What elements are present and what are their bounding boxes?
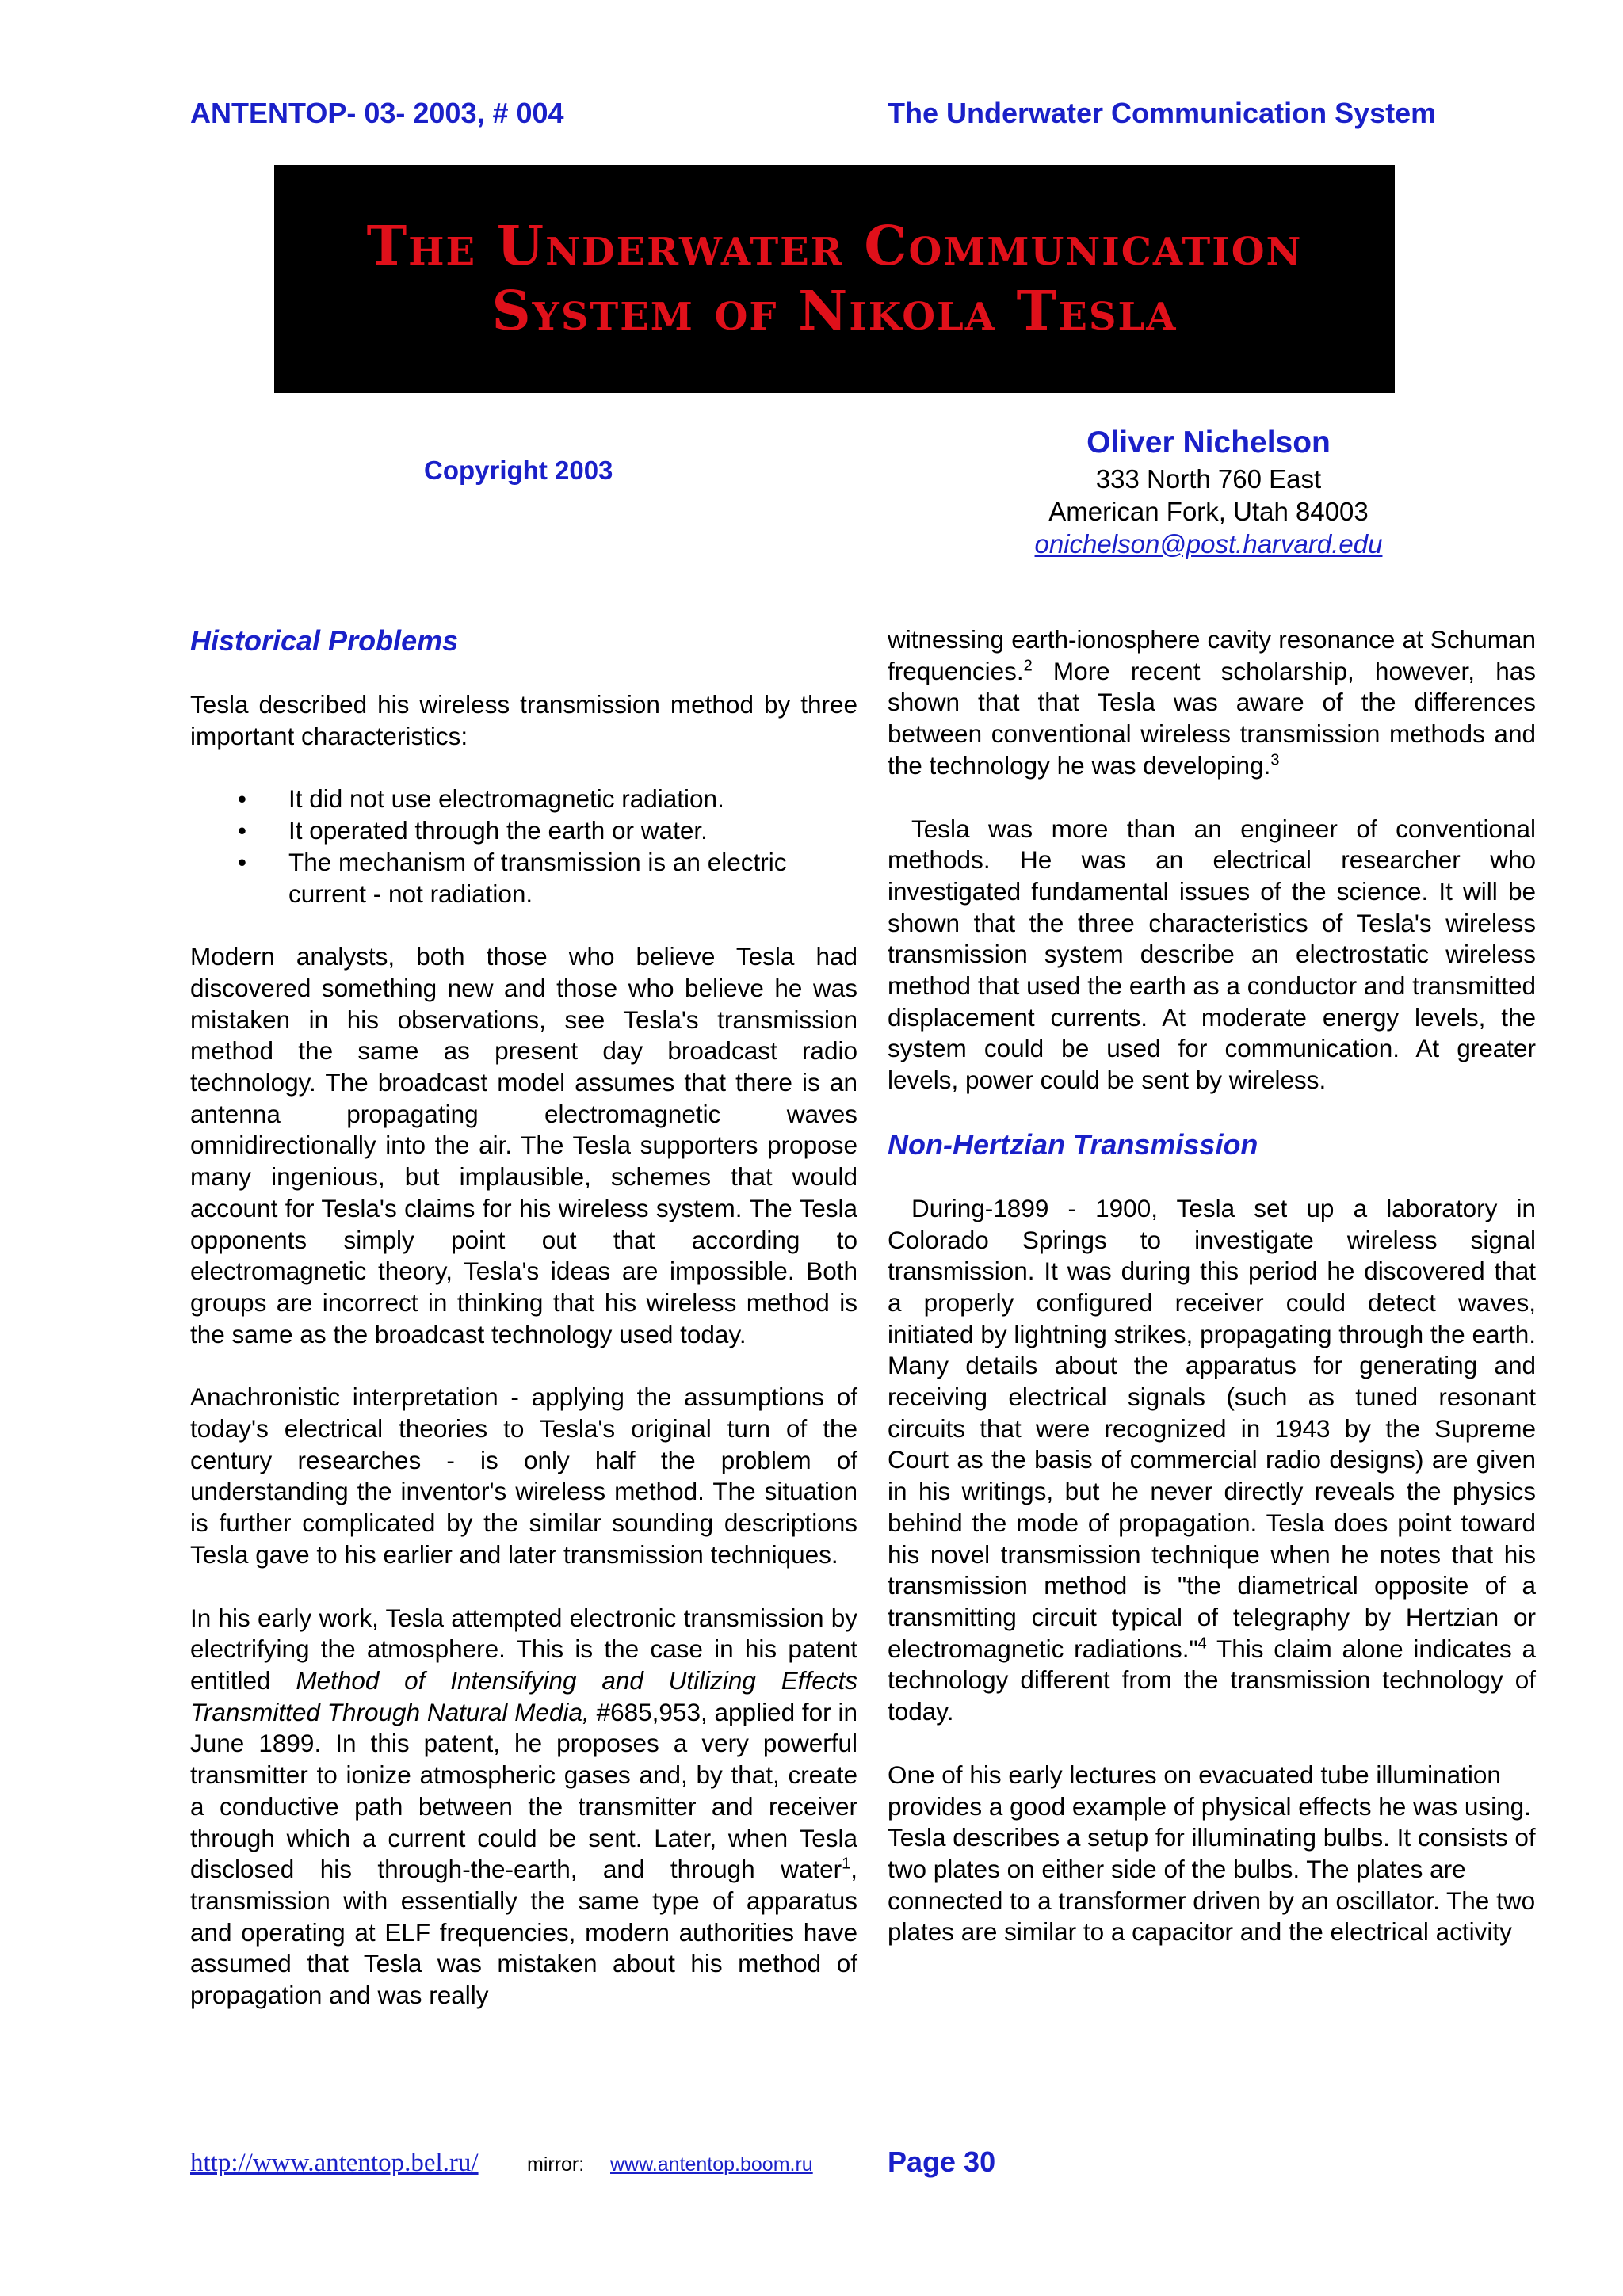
author-name: Oliver Nichelson [1086,425,1331,460]
page-footer [190,2145,1537,2185]
paragraph-early-work [190,1603,857,2012]
characteristics-list [190,784,857,910]
paragraph-continued [888,624,1536,782]
paragraph-engineer: Tesla was more than an engineer of conventional methods. He was an electrical researcher who investigated fundamental issues of the science. It will be shown that the three characteristics of Tesla's wireless transmission system describe an electrostatic wireless method that used the earth as a conductor and transmitted displacement currents. At moderate energy levels, the system could be used for communication. At greater levels, power could be sent by wireless. [888,814,1536,1095]
footnote-ref-4: 4 [1197,1634,1207,1653]
text-run: , transmission with essentially the same type of apparatus and operating at ELF frequencies, modern authorities have assumed that Tesla was mistaken about his method of propagation and was really [190,1855,857,2010]
text-run: witnessing earth-ionosphere cavity resonance at Schuman frequencies. [888,625,1536,685]
list-item: • The mechanism of transmission is an electric current - not radiation. [190,847,857,910]
paragraph-colorado-springs [888,1193,1536,1728]
paragraph-anachronistic: Anachronistic interpretation - applying the assumptions of today's electrical theories to Tesla's original turn of the century researches - is only half the problem of understanding the inventor's wireless method. The situation is further complicated by the similar sounding descriptions Tesla gave to his earlier and later transmission techniques. [190,1383,857,1569]
list-item: • It operated through the earth or water. [190,815,857,847]
footnote-ref-2: 2 [1023,657,1033,675]
page-number: Page 30 [888,2145,996,2178]
paragraph-evacuated-tube: One of his early lectures on evacuated tube illumination provides a good example of physical effects he was using. Tesla describes a setup for illuminating bulbs. It consists of two plates on either side of the bulbs. The plates are connected to a transformer driven by an oscillator. The two plates are similar to a capacitor and the electrical activity [888,1760,1536,1947]
header-issue-label: ANTENTOP- 03- 2003, # 004 [190,97,564,129]
header-article-label: The Underwater Communication System [888,97,1437,129]
left-column [190,624,857,2012]
text-run: During-1899 - 1900, Tesla set up a laboratory in Colorado Springs to investigate wireless signal transmission. It was during this period he discovered that a properly configured receiver could detect waves, initiated by lightning strikes, propagating through the earth. Many details about the apparatus for generating and receiving electrical signals (such as tuned resonant circuits that were recognized in 1943 by the Supreme Court as the basis of commercial radio designs) are given in his writings, but he never directly reveals the physics behind the mode of propagation. Tesla does point toward his novel transmission technique when he notes that his transmission method is "the diametrical opposite of a transmitting circuit typical of telegraphy by Hertzian or electromagnetic radiations." [888,1193,1536,1663]
title-banner [274,165,1395,393]
footer-mirror-label: mirror: [527,2153,585,2176]
paragraph-modern-analysts: Modern analysts, both those who believe Tesla had discovered something new and those who believe he was mistaken in his observations, see Tesla's transmission method the same as present day broadcast radio technology. The broadcast model assumes that there is an antenna propagating electromagnetic waves omnidirectionally into the air. The Tesla supporters propose many ingenious, but implausible, schemes that would account for Tesla's claims for his wireless system. The Tesla opponents simply point out that according to electromagnetic theory, Tesla's ideas are impossible. Both groups are incorrect in thinking that his wireless method is the same as the broadcast technology used today. [190,942,857,1348]
banner-title-line-2: System of Nikola Tesla [491,280,1178,343]
author-address-line-1: 333 North 760 East [1095,464,1322,494]
author-address-line-2: American Fork, Utah 84003 [1048,497,1369,526]
text-run: In his early work, Tesla attempted electronic transmission by electrifying the atmosphere. This is the case in his patent entitled [190,1603,857,1695]
footnote-ref-1: 1 [842,1855,851,1873]
author-email-link[interactable]: onichelson@post.harvard.edu [1034,529,1383,559]
text-run: More recent scholarship, however, has shown that that Tesla was aware of the differences between conventional wireless transmission methods and the technology he was developing. [888,656,1536,780]
author-block [975,423,1442,560]
footer-site-link[interactable]: http://www.antentop.bel.ru/ [190,2149,479,2177]
section-title-non-hertzian: Non-Hertzian Transmission [888,1127,1258,1161]
text-run: #685,953, applied for in June 1899. In this patent, he proposes a very powerful transmitter to ionize atmospheric gases and, by that, create a conductive path between the transmitter and receiver through which a current could be sent. Later, when Tesla disclosed his through-the-earth, and through water [190,1697,857,1884]
footer-mirror-link[interactable]: www.antentop.boom.ru [610,2153,813,2176]
right-column [888,624,1536,1948]
banner-title-line-1: The Underwater Communication [366,215,1303,278]
copyright-notice: Copyright 2003 [424,456,613,485]
intro-paragraph: Tesla described his wireless transmission method by three important characteristics: [190,690,857,750]
text-run: This claim alone indicates a technology different from the transmission technology of today. [888,1634,1536,1726]
list-item: • It did not use electromagnetic radiation. [190,784,857,815]
section-title-historical-problems: Historical Problems [190,624,459,657]
footnote-ref-3: 3 [1270,751,1280,769]
patent-title: Method of Intensifying and Utilizing Effects Transmitted Through Natural Media, [190,1665,857,1726]
